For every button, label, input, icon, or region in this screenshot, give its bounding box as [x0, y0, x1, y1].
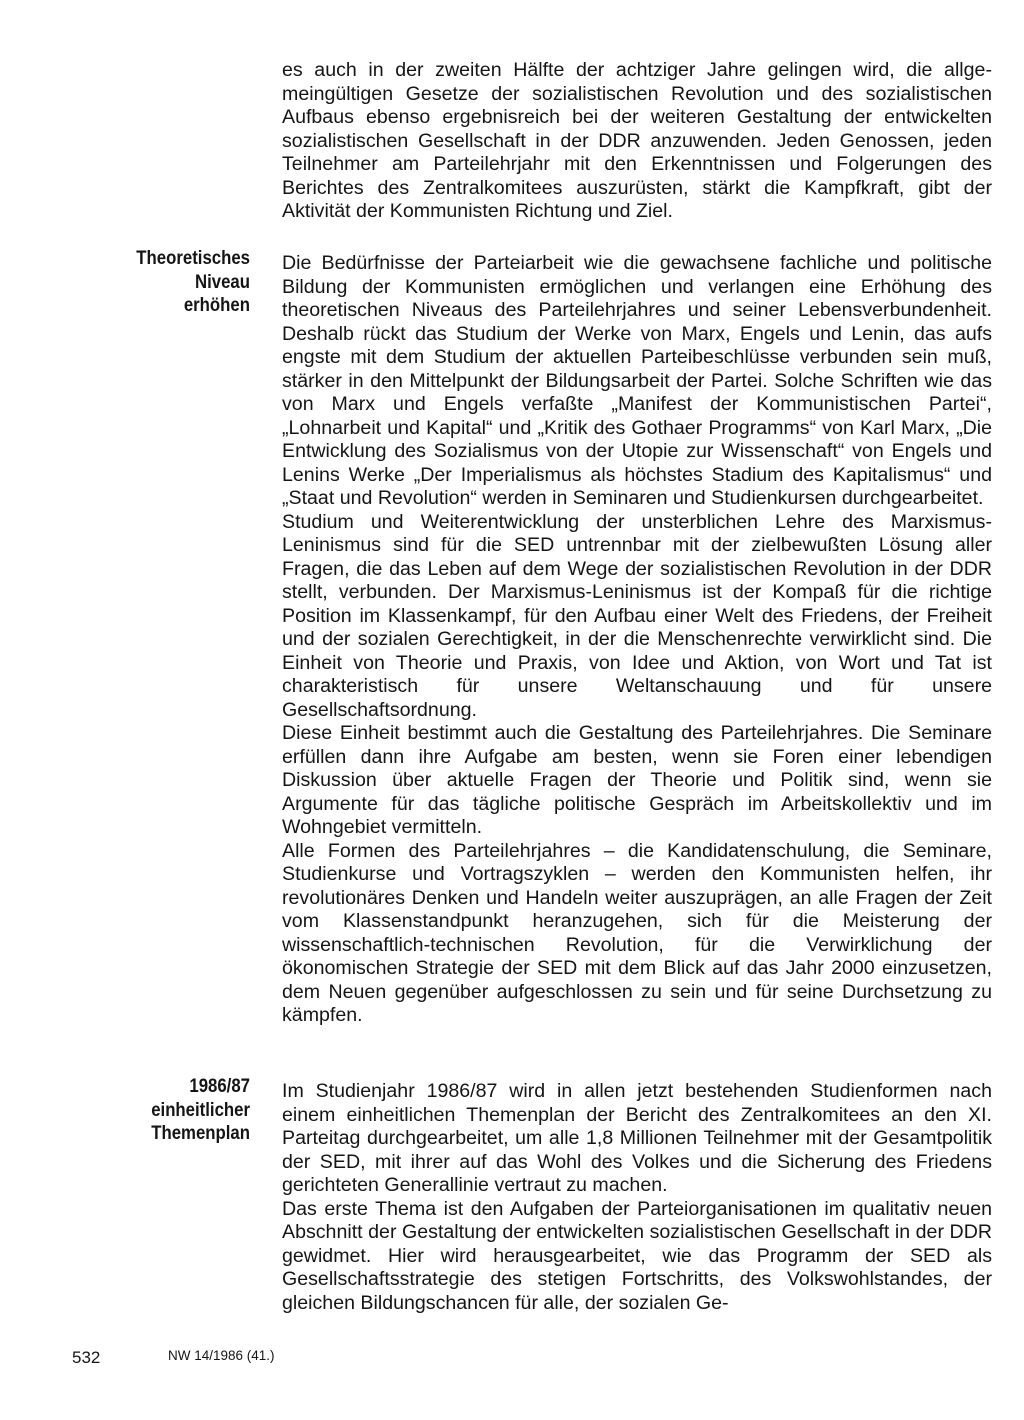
margin-heading-theoretical-level	[104, 247, 250, 318]
intro-paragraph: es auch in der zweiten Hälfte der achtziger Jahre gelingen wird, die allgemeingültigen Gesetze der sozialistischen Revolution und des sozialistischen Aufbaus ebenso ergebnisreich bei der weiteren Gestaltung der entwickelten sozialistischen Gesellschaft in der DDR anzuwenden. Jeden Genossen, jeden Teilnehmer am Parteilehrjahr mit den Erkenntnissen und Folgerungen des Berichtes des Zentralkomitees auszurüsten, stärkt die Kampfkraft, gibt der Aktivität der Kommunisten Richtung und Ziel.	[282, 59, 992, 222]
body-paragraph: Die Bedürfnisse der Parteiarbeit wie die gewachsene fachliche und politische Bildung der Kommunisten ermöglichen und verlangen eine Erhöhung des theoretischen Niveaus des Parteilehrjahres und seiner Lebensverbundenheit. Deshalb rückt das Studium der Werke von Marx, Engels und Lenin, das aufs engste mit dem Studium der aktuellen Parteibeschlüsse verbunden sein muß, stärker in den Mittelpunkt der Bildungsarbeit der Partei. Solche Schriften wie das von Marx und Engels verfaßte „Manifest der Kommunistischen Partei“, „Lohnarbeit und Kapital“ und „Kritik des Gothaer Programms“ von Karl Marx, „Die Entwicklung des Sozialismus von der Utopie zur Wissenschaft“ von Engels und Lenins Werke „Der Imperialismus als höchstes Stadium des Kapitalismus“ und „Staat und Revolution“ werden in Seminaren und Studienkursen durchgearbeitet.	[282, 252, 992, 509]
journal-reference: NW 14/1986 (41.)	[168, 1348, 275, 1363]
body-paragraph: Diese Einheit bestimmt auch die Gestaltung des Parteilehrjahres. Die Seminare erfüllen dann ihre Aufgabe am besten, wenn sie Foren einer lebendigen Diskussion über aktuelle Fragen der Theorie und Politik sind, wenn sie Argumente für das tägliche politische Gespräch im Arbeitskollektiv und im Wohngebiet vermitteln.	[282, 722, 992, 838]
body-paragraph: Das erste Thema ist den Aufgaben der Parteiorganisationen im qualitativ neuen Abschnitt der Gestaltung der entwickelten sozialistischen Gesellschaft in der DDR gewidmet. Hier wird herausgearbeitet, wie das Programm der SED als Gesellschaftsstrategie des stetigen Fortschritts, des Volkswohlstandes, der gleichen Bildungschancen für alle, der sozialen Ge-	[282, 1197, 992, 1314]
body-paragraph: Alle Formen des Parteilehrjahres – die Kandidatenschulung, die Seminare, Studienkurse und Vortragszyklen – werden den Kommunisten helfen, ihr revolutionäres Denken und Handeln weiter auszuprägen, an alle Fragen der Zeit vom Klassenstandpunkt heranzugehen, sich für die Meisterung der wissenschaftlich-technischen Revolution, für die Verwirklichung der ökonomischen Strategie der SED mit dem Blick auf das Jahr 2000 einzusetzen, dem Neuen gegenüber aufgeschlossen zu sein und für seine Durchsetzung zu kämpfen.	[282, 839, 992, 1026]
page-number: 532	[72, 1348, 101, 1367]
margin-heading-line: Themenplan	[151, 1122, 250, 1144]
margin-heading-line: 1986/87	[189, 1075, 250, 1097]
margin-heading-line: Niveau	[195, 270, 250, 293]
margin-heading-unified-topic-plan	[104, 1075, 250, 1146]
intro-text-block	[282, 59, 992, 224]
margin-heading-line: Theoretisches	[136, 247, 250, 269]
margin-heading-line: erhöhen	[183, 294, 250, 316]
body-paragraph: Studium und Weiterentwicklung der unsterblichen Lehre des Marxismus-Leninismus sind für die SED untrennbar mit der zielbewußten Lösung aller Fragen, die das Leben auf dem Wege der sozialistischen Revolution in der DDR stellt, verbunden. Der Marxismus-Leninismus ist der Kompaß für die richtige Position im Klassenkampf, für den Aufbau einer Welt des Friedens, der Freiheit und der sozialen Gerechtigkeit, in der die Menschenrechte verwirklicht sind. Die Einheit von Theorie und Praxis, von Idee und Aktion, von Wort und Tat ist charakteristisch für unsere Weltanschauung und für unsere Gesellschaftsordnung.	[282, 510, 992, 721]
body-paragraph: Im Studienjahr 1986/87 wird in allen jetzt bestehenden Studienformen nach einem einheitlichen Themenplan der Bericht des Zentralkomitees an den XI. Parteitag durchgearbeitet, um alle 1,8 Millionen Teilnehmer mit der Gesamtpolitik der SED, mit ihrer auf das Wohl des Volkes und die Sicherung des Friedens gerichteten Generallinie vertraut zu machen.	[282, 1080, 992, 1196]
section-theoretical-level-text	[282, 252, 992, 1028]
section-unified-topic-plan-text	[282, 1080, 992, 1315]
margin-heading-line: einheitlicher	[151, 1098, 250, 1121]
